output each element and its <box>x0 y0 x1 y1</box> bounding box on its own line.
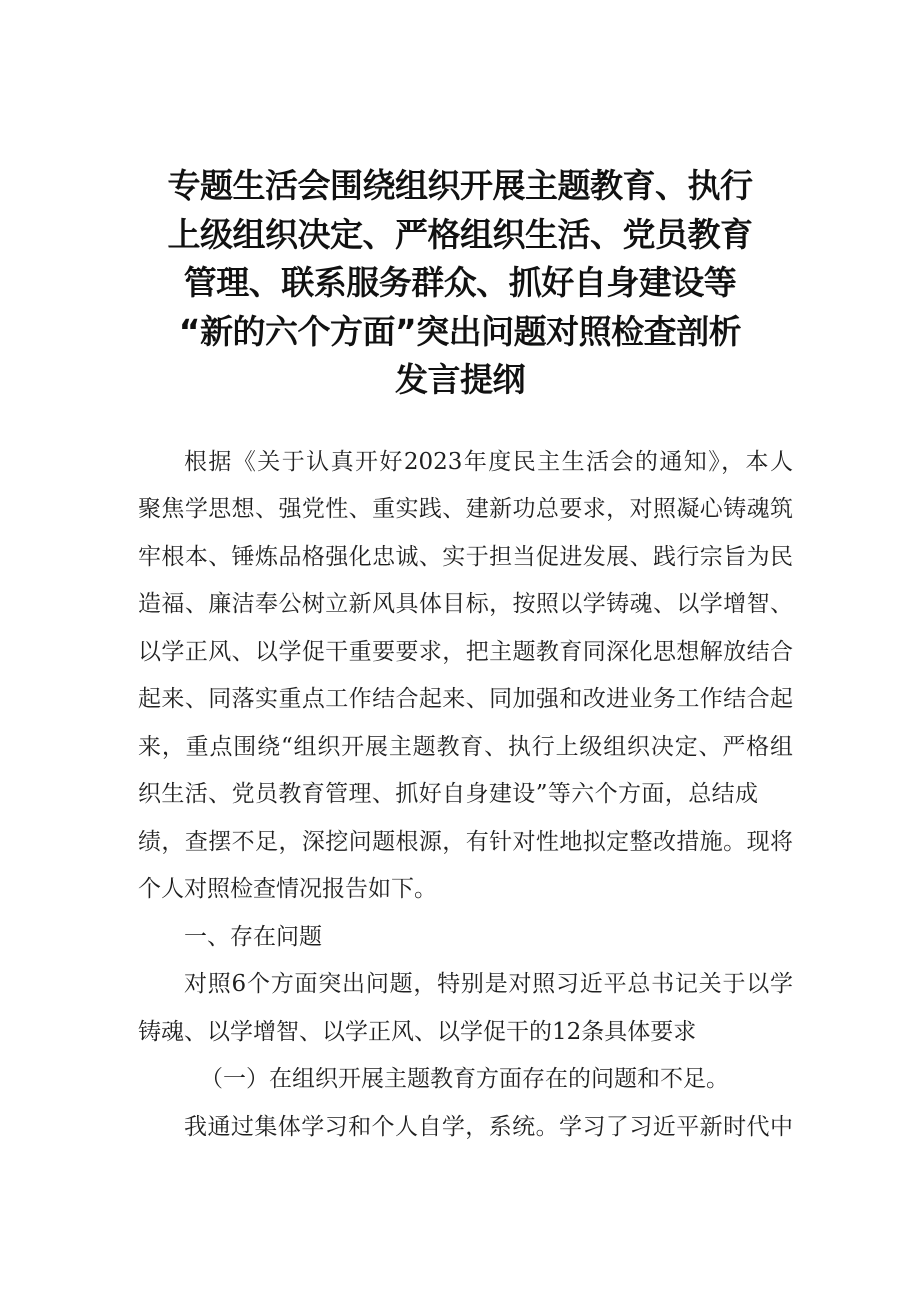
title-line: 管理、联系服务群众、抓好自身建设等 <box>183 263 737 302</box>
paragraph-line: 以学正风、以学促干重要要求，把主题教育同深化思想解放结合 <box>138 639 793 665</box>
paragraph-line: 来，重点围绕“组织开展主题教育、执行上级组织决定、严格组 <box>138 734 793 760</box>
paragraph-line: 对照6个方面突出问题，特别是对照习近平总书记关于以学 <box>184 971 793 997</box>
section-heading: 一、存在问题 <box>184 924 322 950</box>
paragraph-line: 起来、同落实重点工作结合起来、同加强和改进业务工作结合起 <box>138 686 793 712</box>
title-line: 专题生活会围绕组织开展主题教育、执行 <box>167 166 753 205</box>
paragraph-line: 根据《关于认真开好2023年度民主生活会的通知》，本人 <box>184 449 793 475</box>
paragraph-line: 造福、廉洁奉公树立新风具体目标，按照以学铸魂、以学增智、 <box>138 591 793 617</box>
paragraph-line: 绩，查摆不足，深挖问题根源，有针对性地拟定整改措施。现将 <box>138 829 793 855</box>
paragraph-line: 铸魂、以学增智、以学正风、以学促干的12条具体要求 <box>138 1019 697 1045</box>
subsection-heading: （一）在组织开展主题教育方面存在的问题和不足。 <box>200 1066 729 1092</box>
title-line: 发言提纲 <box>395 360 525 399</box>
paragraph-line: 牢根本、锤炼品格强化忠诚、实于担当促进发展、践行宗旨为民 <box>138 544 793 570</box>
paragraph-line: 织生活、党员教育管理、抓好自身建设”等六个方面，总结成 <box>138 781 758 807</box>
paragraph-line: 聚焦学思想、强党性、重实践、建新功总要求，对照凝心铸魂筑 <box>138 496 793 522</box>
title-line: “新的六个方面”突出问题对照检查剖析 <box>178 311 742 351</box>
paragraph-line: 个人对照检查情况报告如下。 <box>138 876 437 902</box>
document-title <box>140 162 780 405</box>
title-line: 上级组织决定、严格组织生活、党员教育 <box>167 214 753 254</box>
paragraph-line: 我通过集体学习和个人自学，系统。学习了习近平新时代中 <box>184 1114 793 1140</box>
